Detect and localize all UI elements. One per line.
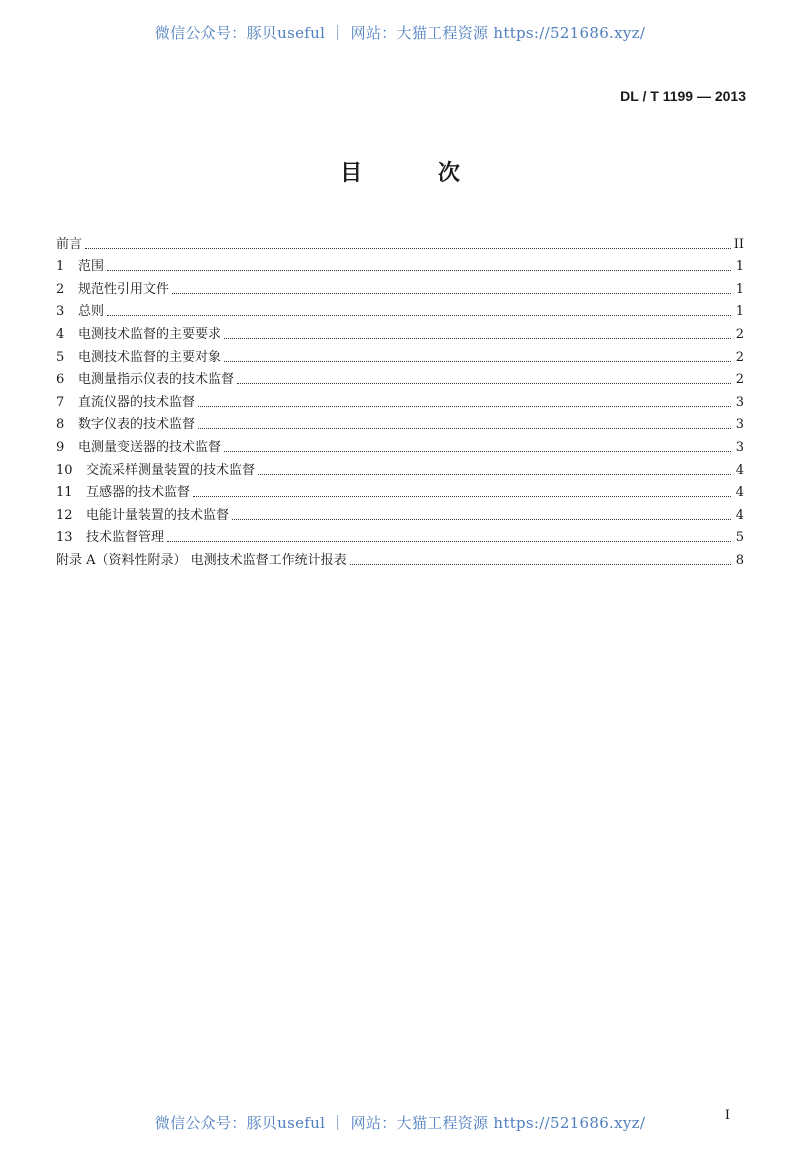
toc-page: 3: [735, 439, 744, 455]
toc-page: 1: [735, 304, 744, 320]
toc-entry-3[interactable]: [56, 298, 744, 321]
toc-page: 5: [735, 530, 744, 546]
toc-label: 直流仪器的技术监督: [78, 394, 196, 410]
toc-number: 2: [56, 281, 65, 297]
toc-leader-dots: [198, 406, 731, 407]
toc-number: 4: [56, 326, 65, 342]
toc-leader-dots: [258, 474, 731, 475]
toc-entry-13[interactable]: [56, 524, 744, 547]
toc-number: 8: [56, 417, 65, 433]
toc-entry-2[interactable]: [56, 275, 744, 298]
toc-leader-dots: [224, 451, 731, 452]
page-number: I: [724, 1108, 730, 1123]
toc-number: 9: [56, 439, 65, 455]
toc-number: 10: [56, 462, 73, 478]
toc-number: 3: [56, 304, 65, 320]
toc-number: 11: [56, 485, 73, 501]
toc-page: 4: [735, 462, 744, 478]
toc-label: 电测量变送器的技术监督: [78, 439, 222, 455]
toc-label: 电能计量装置的技术监督: [86, 507, 230, 523]
watermark-top: 微信公众号：豚贝useful ｜ 网站：大猫工程资源 https://521686.xyz/: [154, 24, 646, 42]
toc-label: 电测技术监督的主要要求: [78, 326, 222, 342]
toc-entry-10[interactable]: [56, 456, 744, 479]
toc-label: 电测量指示仪表的技术监督: [78, 372, 235, 388]
toc-label: 总则: [78, 304, 105, 320]
toc-number: 5: [56, 349, 65, 365]
toc-entry-5[interactable]: [56, 343, 744, 366]
toc-leader-dots: [224, 361, 731, 362]
toc-leader-dots: [107, 315, 731, 316]
standard-code: DL / T 1199 — 2013: [620, 88, 746, 104]
toc-page: 1: [735, 259, 744, 275]
toc-entry-12[interactable]: [56, 501, 744, 524]
toc-page: 2: [735, 372, 744, 388]
toc-entry-appendix-a[interactable]: [56, 546, 744, 569]
table-of-contents: [56, 230, 744, 569]
toc-number: 6: [56, 372, 65, 388]
toc-number: 13: [56, 530, 73, 546]
toc-leader-dots: [172, 293, 731, 294]
toc-entry-foreword[interactable]: [56, 230, 744, 253]
toc-page: 1: [735, 281, 744, 297]
toc-label: 附录 A（资料性附录） 电测技术监督工作统计报表: [56, 552, 347, 568]
toc-page: 4: [735, 485, 744, 501]
toc-number: 7: [56, 394, 65, 410]
toc-leader-dots: [193, 496, 731, 497]
toc-leader-dots: [107, 270, 731, 271]
toc-label: 交流采样测量装置的技术监督: [86, 462, 256, 478]
toc-page: 2: [735, 349, 744, 365]
toc-entry-4[interactable]: [56, 320, 744, 343]
toc-page: 3: [735, 417, 744, 433]
toc-page: 8: [735, 552, 744, 568]
toc-title: 目 次: [340, 161, 494, 186]
toc-leader-dots: [237, 383, 731, 384]
toc-number: 1: [56, 259, 65, 275]
toc-label: 前言: [56, 236, 83, 252]
toc-entry-7[interactable]: [56, 388, 744, 411]
toc-entry-9[interactable]: [56, 433, 744, 456]
toc-page: 4: [735, 507, 744, 523]
toc-label: 规范性引用文件: [78, 281, 170, 297]
toc-label: 电测技术监督的主要对象: [78, 349, 222, 365]
toc-leader-dots: [224, 338, 731, 339]
toc-entry-8[interactable]: [56, 411, 744, 434]
toc-leader-dots: [85, 248, 731, 249]
toc-page: 2: [735, 326, 744, 342]
toc-leader-dots: [167, 541, 731, 542]
toc-label: 技术监督管理: [86, 530, 165, 546]
toc-leader-dots: [350, 564, 731, 565]
toc-label: 互感器的技术监督: [86, 485, 191, 501]
toc-number: 12: [56, 507, 73, 523]
toc-leader-dots: [232, 519, 731, 520]
toc-entry-1[interactable]: [56, 253, 744, 276]
toc-leader-dots: [198, 428, 731, 429]
toc-page: II: [733, 236, 744, 252]
toc-entry-6[interactable]: [56, 366, 744, 389]
toc-page: 3: [735, 394, 744, 410]
toc-label: 范围: [78, 259, 105, 275]
toc-entry-11[interactable]: [56, 479, 744, 502]
toc-label: 数字仪表的技术监督: [78, 417, 196, 433]
watermark-bottom: 微信公众号：豚贝useful ｜ 网站：大猫工程资源 https://521686.xyz/: [154, 1114, 646, 1132]
